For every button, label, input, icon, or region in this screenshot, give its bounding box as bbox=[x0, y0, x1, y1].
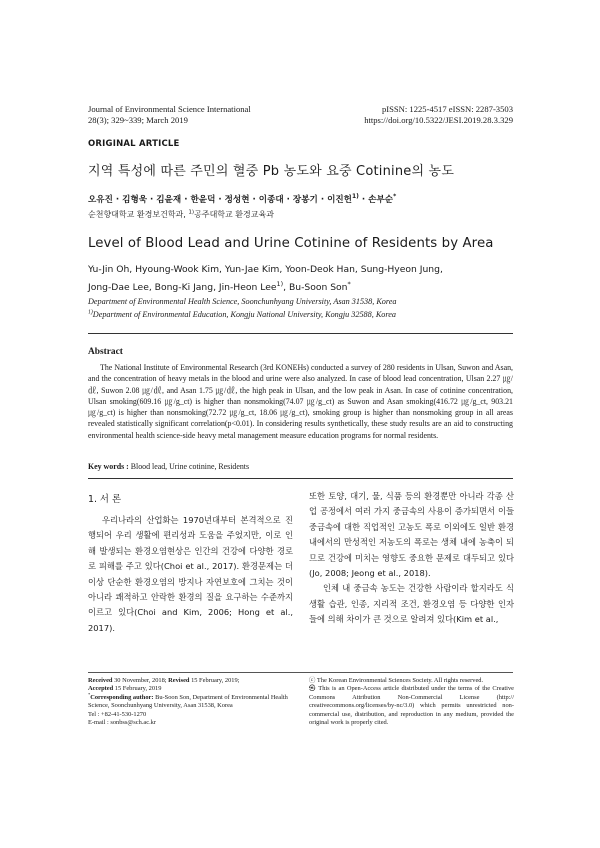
title-english: Level of Blood Lead and Urine Cotinine of Residents by Area bbox=[88, 236, 494, 251]
abstract-body: The National Institute of Environmental Research (3rd KONEHs) conducted a survey of 280 residents in Ulsan, Suwon and Asan, and the concentration of heavy metals in the blood and urine were also analyzed. In case of blood lead concentration, Ulsan 2.27 ㎍/㎗, Suwon 2.08 ㎍/㎗, and Asan 1.75 ㎍/㎗, the high peak in Ulsan, and the low peak in Asan. In case of cotinine concentration, Ulsan smoking(609.16 ㎍/g_ct) is higher than nonsmoking(74.07 ㎍/g_ct) as Suwon and Asan smoking(416.72 ㎍/g_ct, 903.21 ㎍/g_ct) is higher than nonsmoking(72.72 ㎍/g_ct, 18.06 ㎍/g_ct), smoking group is higher than nonsmoking group in all areas revealed statistically significant correlation(p<0.01). In considering results synthetically, these study results are an aid to constructing environmental health science-side heavy metal management measure education programs for normal residents. bbox=[88, 363, 513, 440]
affiliation-korean-second: 공주대학교 환경교육과 bbox=[194, 210, 274, 219]
keywords bbox=[88, 462, 249, 471]
authors-english-list: Jong-Dae Lee, Bong-Ki Jang, Jin-Heon Lee bbox=[88, 282, 277, 293]
authors-english-star: * bbox=[347, 279, 351, 288]
divider-footnote bbox=[88, 672, 513, 673]
corresponding-star: * bbox=[88, 691, 91, 697]
journal-identifiers bbox=[263, 104, 513, 126]
journal-volume: 28(3); 329~339; March 2019 bbox=[88, 115, 188, 125]
section-heading: 1. 서 론 bbox=[88, 494, 122, 505]
keywords-list: Blood lead, Urine cotinine, Residents bbox=[128, 462, 250, 471]
affiliation-korean-main: 순천향대학교 환경보건학과, bbox=[88, 210, 189, 219]
authors-english-line2 bbox=[88, 279, 351, 293]
divider-top bbox=[88, 333, 513, 334]
authors-english-line1: Yu-Jin Oh, Hyoung-Wook Kim, Yun-Jae Kim, Yoon-Deok Han, Sung-Hyeon Jung, bbox=[88, 264, 443, 275]
footnote-left bbox=[88, 677, 288, 727]
paragraph: 또한 토양, 대기, 물, 식품 등의 환경뿐만 아니라 각종 산업 공정에서 여러 가지 중금속의 사용이 증가되면서 이들 중금속에 대한 직업적인 고농도 폭로 이외에도 일반 환경 내에서의 만성적인 저농도의 폭로는 생체 내에 농축이 되므로 건강에 미치는 영향도 중요한 문제로 대두되고 있다(Jo, 2008; Jeong et al., 2018). bbox=[309, 491, 514, 579]
accepted-date: 15 February, 2019 bbox=[113, 685, 162, 693]
revised-label: Revised bbox=[168, 677, 190, 684]
accepted-line bbox=[88, 685, 288, 693]
keywords-label: Key words : bbox=[88, 462, 129, 471]
authors-korean-sup: 1) bbox=[351, 193, 359, 201]
received-line bbox=[88, 677, 288, 685]
corresponding-text: Bu-Soon Son, Department of Environmental Health Science, Soonchunhyang University, Asan 31538, Korea bbox=[88, 693, 288, 710]
authors-english-sup: 1) bbox=[276, 279, 284, 288]
journal-name: Journal of Environmental Science International bbox=[88, 104, 251, 114]
abstract-heading: Abstract bbox=[88, 347, 123, 357]
journal-doi[interactable]: https://doi.org/10.5322/JESI.2019.28.3.329 bbox=[364, 115, 513, 125]
article-type-label: ORIGINAL ARTICLE bbox=[88, 139, 180, 149]
revised-date: 15 February, 2019; bbox=[189, 677, 240, 684]
corresponding-author bbox=[88, 691, 288, 711]
authors-english-last: , Bu-Soon Son bbox=[283, 282, 348, 293]
affiliation-english-2-text: Department of Environmental Education, Kongju National University, Kongju 32588, Korea bbox=[92, 310, 397, 319]
title-korean: 지역 특성에 따른 주민의 혈중 Pb 농도와 요중 Cotinine의 농도 bbox=[88, 164, 455, 179]
body-column-left bbox=[88, 513, 293, 636]
license: ㉿ This is an Open-Access article distributed under the terms of the Creative Commons Attribution Non-Commercial License (http:// creativecommons.org/licenses/by-nc/3.0) which permits unrestricted non-commercial use, distribution, and reproduction in any medium, provided the original work is properly cited. bbox=[309, 685, 514, 727]
divider-middle bbox=[88, 478, 513, 479]
received-date: 30 November, 2018; bbox=[112, 677, 169, 684]
telephone: Tel : +82-41-530-1270 bbox=[88, 710, 147, 718]
corresponding-label: Corresponding author: bbox=[90, 693, 154, 701]
affiliation-korean-sup: 1) bbox=[188, 209, 195, 216]
authors-korean bbox=[88, 193, 396, 205]
paragraph: 인체 내 중금속 농도는 건강한 사람이라 할지라도 식생활 습관, 인종, 지리적 조건, 환경오염 등 다양한 인자들에 의해 차이가 큰 것으로 알려져 있다(Kim et al., bbox=[309, 583, 514, 625]
affiliation-english-1: Department of Environmental Health Science, Soonchunhyang University, Asan 31538, Korea bbox=[88, 297, 397, 306]
footnote-right bbox=[309, 677, 514, 727]
corresponding-star: * bbox=[393, 193, 397, 201]
affiliation-english-2 bbox=[88, 310, 396, 319]
affiliation-korean bbox=[88, 209, 274, 220]
journal-issn: pISSN: 1225-4517 eISSN: 2287-3503 bbox=[381, 104, 513, 114]
received-label: Received bbox=[88, 677, 113, 684]
accepted-label: Accepted bbox=[88, 685, 114, 693]
authors-korean-last: · 손부순 bbox=[358, 195, 394, 205]
paragraph: 우리나라의 산업화는 1970년대부터 본격적으로 진행되어 우리 생활에 편리성과 도움을 주었지만, 이로 인해 발생되는 환경오염현상은 인간의 건강에 다양한 경로로 피해를 주고 있다(Choi et al., 2017). 환경문제는 더 이상 단순한 환경오염의 방지나 자연보호에 그치는 것이 아니라 쾌적하고 안락한 환경의 질을 요구하는 수준까지 이르고 있다(Choi and Kim, 2006; Hong et al., 2017). bbox=[88, 515, 293, 633]
email[interactable]: E-mail : sonbss@sch.ac.kr bbox=[88, 719, 157, 727]
affiliation-english-2-sup: 1) bbox=[88, 309, 93, 316]
authors-korean-list: 오유진 · 김형욱 · 김윤재 · 한윤덕 · 정성현 · 이종대 · 장봉기 · 이진헌 bbox=[88, 195, 352, 205]
body-column-right bbox=[309, 489, 514, 628]
copyright: ⓒ The Korean Environmental Sciences Society. All rights reserved. bbox=[309, 677, 484, 684]
